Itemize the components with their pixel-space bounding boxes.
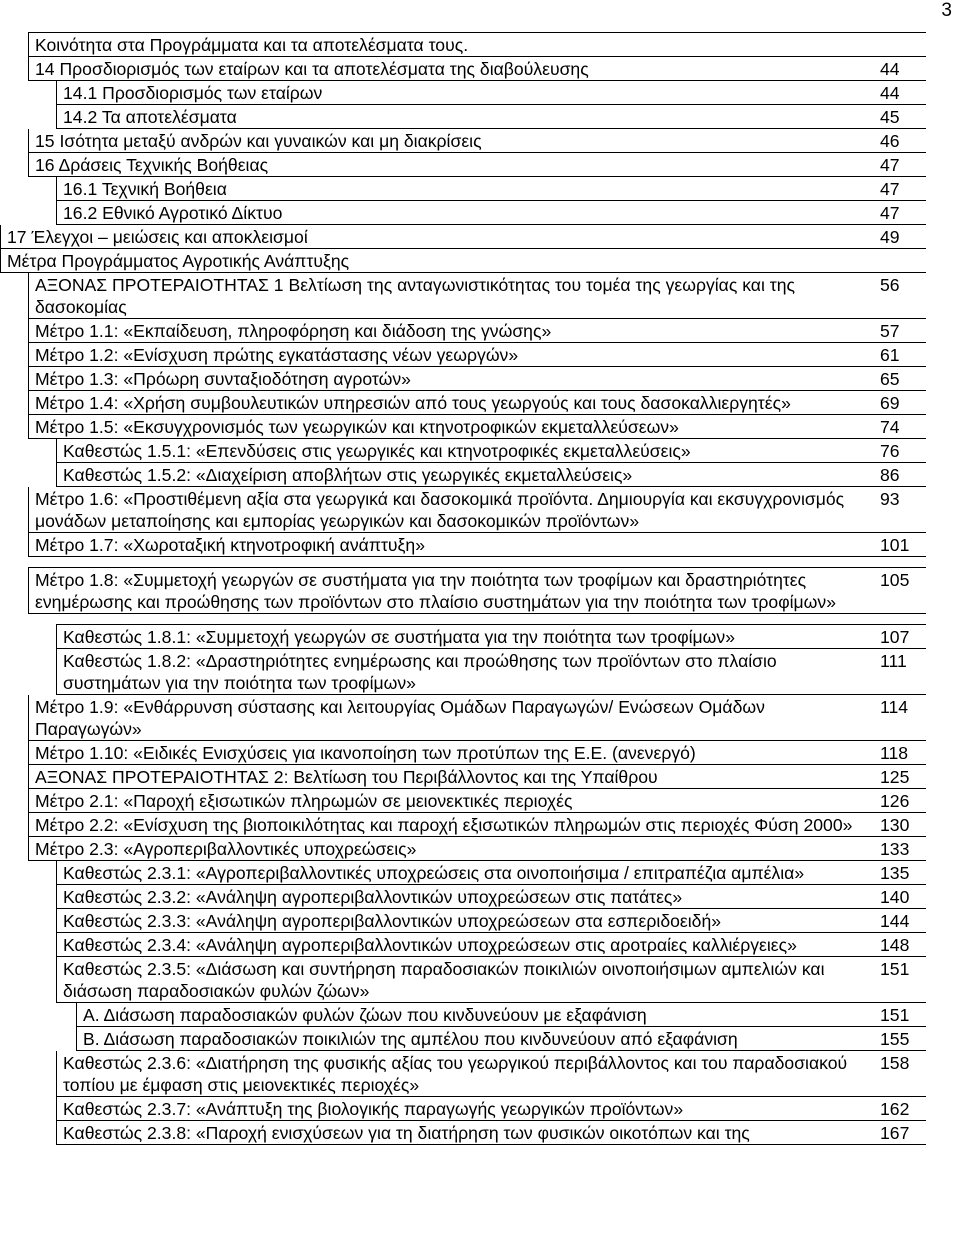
toc-entry-title: Καθεστώς 2.3.1: «Αγροπεριβαλλοντικές υποχρεώσεις στα οινοποιήσιμα / επιτραπέζια αμπέλια» (63, 863, 805, 883)
toc-entry-title: Μέτρο 1.10: «Ειδικές Ενισχύσεις για ικανοποίηση των προτύπων της Ε.Ε. (ανενεργό) (35, 743, 696, 763)
toc-entry-title: Μέτρο 1.6: «Προστιθέμενη αξία στα γεωργικά και δασοκομικά προϊόντα. Δημιουργία και εκσυγχρονισμός μονάδων μεταποίησης και εμπορίας γεωργικών και δασοκομικών προϊόντων» (35, 489, 845, 531)
toc-entry-page: 45 (880, 107, 900, 127)
toc-entry-page: 125 (880, 767, 910, 787)
toc-row (28, 367, 926, 391)
toc-entry-title: 14.2 Τα αποτελέσματα (63, 107, 237, 127)
toc-entry-page: 140 (880, 887, 910, 907)
toc-row (76, 1003, 926, 1027)
toc-row (28, 391, 926, 415)
toc-row (28, 33, 926, 57)
toc-row (56, 105, 926, 129)
toc-entry-title: 16.1 Τεχνική Βοήθεια (63, 179, 227, 199)
toc-entry-title: Α. Διάσωση παραδοσιακών φυλών ζώων που κινδυνεύουν με εξαφάνιση (83, 1005, 647, 1025)
toc-row (56, 885, 926, 909)
toc-entry-page: 135 (880, 863, 910, 883)
toc-entry-page: 105 (880, 570, 910, 590)
page-number: 3 (941, 0, 952, 21)
toc-row (56, 177, 926, 201)
toc-entry-title: 14 Προσδιορισμός των εταίρων και τα αποτελέσματα της διαβούλευσης (35, 59, 589, 79)
toc-row (56, 1051, 926, 1097)
toc-entry-title: Β. Διάσωση παραδοσιακών ποικιλιών της αμπέλου που κινδυνεύουν από εξαφάνιση (83, 1029, 738, 1049)
toc-row (0, 225, 926, 249)
toc-entry-page: 107 (880, 627, 910, 647)
toc-entry-title: Καθεστώς 2.3.5: «Διάσωση και συντήρηση παραδοσιακών ποικιλιών οινοποιήσιμων αμπελιών και διάσωση παραδοσιακών φυλών ζώων» (63, 959, 825, 1001)
toc-entry-page: 144 (880, 911, 910, 931)
toc-row (28, 567, 926, 614)
toc-entry-page: 93 (880, 489, 900, 509)
toc-entry-page: 86 (880, 465, 900, 485)
toc-entry-title: Καθεστώς 2.3.2: «Ανάληψη αγροπεριβαλλοντικών υποχρεώσεων στις πατάτες» (63, 887, 683, 907)
toc-entry-title: Μέτρο 1.7: «Χωροταξική κτηνοτροφική ανάπτυξη» (35, 535, 425, 555)
toc-row (28, 765, 926, 789)
toc-row (56, 201, 926, 225)
toc-row (28, 695, 926, 741)
toc-entry-page: 65 (880, 369, 900, 389)
toc-entry-title: Μέτρο 1.2: «Ενίσχυση πρώτης εγκατάστασης νέων γεωργών» (35, 345, 519, 365)
toc-row (56, 1097, 926, 1121)
toc-row (56, 861, 926, 885)
toc-entry-page: 47 (880, 179, 900, 199)
toc-entry-title: Καθεστώς 2.3.8: «Παροχή ενισχύσεων για τη διατήρηση των φυσικών οικοτόπων και της (63, 1123, 750, 1143)
toc-entry-page: 76 (880, 441, 900, 461)
toc-entry-page: 167 (880, 1123, 910, 1143)
toc-entry-title: 16 Δράσεις Τεχνικής Βοήθειας (35, 155, 269, 175)
toc-row (28, 319, 926, 343)
toc-row (56, 81, 926, 105)
toc-entry-title: Καθεστώς 1.5.1: «Επενδύσεις στις γεωργικές και κτηνοτροφικές εκμεταλλεύσεις» (63, 441, 691, 461)
toc-entry-page: 61 (880, 345, 900, 365)
table-of-contents (7, 32, 926, 1145)
toc-entry-page: 126 (880, 791, 910, 811)
toc-entry-title: ΑΞΟΝΑΣ ΠΡΟΤΕΡΑΙΟΤΗΤΑΣ 2: Βελτίωση του Περιβάλλοντος και της Υπαίθρου (35, 767, 658, 787)
toc-row (28, 789, 926, 813)
toc-entry-title: 15 Ισότητα μεταξύ ανδρών και γυναικών και μη διακρίσεις (35, 131, 482, 151)
toc-entry-page: 111 (880, 651, 907, 671)
toc-entry-page: 101 (880, 535, 910, 555)
toc-entry-page: 114 (880, 697, 909, 717)
toc-entry-page (880, 249, 926, 250)
toc-row (28, 741, 926, 765)
toc-entry-page: 74 (880, 417, 900, 437)
toc-row (28, 415, 926, 439)
toc-row (56, 957, 926, 1003)
toc-row (56, 463, 926, 487)
toc-entry-title: Κοινότητα στα Προγράμματα και τα αποτελέσματα τους. (35, 35, 469, 55)
toc-entry-page: 44 (880, 59, 900, 79)
toc-entry-page: 133 (880, 839, 910, 859)
toc-row (56, 624, 926, 649)
toc-entry-title: Μέτρο 1.1: «Εκπαίδευση, πληροφόρηση και διάδοση της γνώσης» (35, 321, 552, 341)
toc-entry-page: 56 (880, 275, 900, 295)
toc-entry-page: 57 (880, 321, 900, 341)
toc-entry-title: Καθεστώς 1.8.2: «Δραστηριότητες ενημέρωσης και προώθησης των προϊόντων στο πλαίσιο συστημάτων για την ποιότητα των τροφίμων» (63, 651, 777, 693)
toc-entry-title: Μέτρο 2.2: «Ενίσχυση της βιοποικιλότητας και παροχή εξισωτικών πληρωμών στις περιοχές Φύση 2000» (35, 815, 853, 835)
toc-entry-page: 44 (880, 83, 900, 103)
toc-entry-title: 14.1 Προσδιορισμός των εταίρων (63, 83, 323, 103)
toc-entry-page: 47 (880, 203, 900, 223)
toc-row (28, 153, 926, 177)
toc-row (56, 1121, 926, 1145)
toc-entry-title: Καθεστώς 2.3.4: «Ανάληψη αγροπεριβαλλοντικών υποχρεώσεων στις αροτραίες καλλιέργειες» (63, 935, 797, 955)
toc-entry-title: Καθεστώς 2.3.6: «Διατήρηση της φυσικής αξίας του γεωργικού περιβάλλοντος και του παραδοσιακού τοπίου με έμφαση στις μειονεκτικές περιοχές» (63, 1053, 848, 1095)
toc-row (56, 933, 926, 957)
toc-row (56, 909, 926, 933)
toc-entry-page: 158 (880, 1053, 910, 1073)
toc-row (56, 649, 926, 695)
toc-entry-page: 155 (880, 1029, 910, 1049)
toc-entry-page: 47 (880, 155, 900, 175)
toc-entry-page: 148 (880, 935, 910, 955)
toc-entry-page: 151 (880, 959, 910, 979)
toc-entry-page: 118 (880, 743, 909, 763)
toc-entry-title: Μέτρο 1.3: «Πρόωρη συνταξιοδότηση αγροτών» (35, 369, 411, 389)
toc-entry-page: 49 (880, 227, 900, 247)
toc-entry-title: Καθεστώς 1.8.1: «Συμμετοχή γεωργών σε συστήματα για την ποιότητα των τροφίμων» (63, 627, 735, 647)
toc-entry-title: Καθεστώς 2.3.3: «Ανάληψη αγροπεριβαλλοντικών υποχρεώσεων στα εσπεριδοειδή» (63, 911, 722, 931)
toc-row (28, 813, 926, 837)
toc-row (28, 533, 926, 557)
toc-entry-title: Μέτρο 1.5: «Εκσυγχρονισμός των γεωργικών και κτηνοτροφικών εκμεταλλεύσεων» (35, 417, 679, 437)
toc-entry-title: Καθεστώς 2.3.7: «Ανάπτυξη της βιολογικής παραγωγής γεωργικών προϊόντων» (63, 1099, 684, 1119)
toc-row (76, 1027, 926, 1051)
toc-row (56, 439, 926, 463)
toc-entry-title: Μέτρο 2.3: «Αγροπεριβαλλοντικές υποχρεώσεις» (35, 839, 417, 859)
toc-entry-title: Μέτρο 1.9: «Ενθάρρυνση σύστασης και λειτουργίας Ομάδων Παραγωγών/ Ενώσεων Ομάδων Παραγωγών» (35, 697, 765, 739)
toc-entry-page (880, 33, 926, 34)
toc-entry-title: ΑΞΟΝΑΣ ΠΡΟΤΕΡΑΙΟΤΗΤΑΣ 1 Βελτίωση της ανταγωνιστικότητας του τομέα της γεωργίας και της δασοκομίας (35, 275, 795, 317)
toc-entry-title: Μέτρο 1.4: «Χρήση συμβουλευτικών υπηρεσιών από τους γεωργούς και τους δασοκαλλιεργητές» (35, 393, 791, 413)
toc-row (28, 487, 926, 533)
toc-row (28, 129, 926, 153)
toc-entry-page: 151 (880, 1005, 910, 1025)
toc-row (28, 837, 926, 861)
toc-entry-title: Μέτρο 1.8: «Συμμετοχή γεωργών σε συστήματα για την ποιότητα των τροφίμων και δραστηριότητες ενημέρωσης και προώθησης των προϊόντων στο πλαίσιο συστημάτων για την ποιότητα των τροφίμων» (35, 570, 836, 612)
toc-entry-title: Μέτρο 2.1: «Παροχή εξισωτικών πληρωμών σε μειονεκτικές περιοχές (35, 791, 573, 811)
toc-entry-page: 46 (880, 131, 900, 151)
toc-entry-title: Καθεστώς 1.5.2: «Διαχείριση αποβλήτων στις γεωργικές εκμεταλλεύσεις» (63, 465, 633, 485)
toc-row (28, 343, 926, 367)
toc-entry-title: 16.2 Εθνικό Αγροτικό Δίκτυο (63, 203, 283, 223)
toc-row (28, 273, 926, 319)
toc-entry-page: 162 (880, 1099, 910, 1119)
toc-entry-page: 69 (880, 393, 900, 413)
toc-row (0, 249, 926, 273)
toc-entry-page: 130 (880, 815, 910, 835)
toc-entry-title: Μέτρα Προγράμματος Αγροτικής Ανάπτυξης (7, 251, 350, 271)
toc-row (28, 57, 926, 81)
toc-entry-title: 17 Έλεγχοι – μειώσεις και αποκλεισμοί (7, 227, 308, 247)
